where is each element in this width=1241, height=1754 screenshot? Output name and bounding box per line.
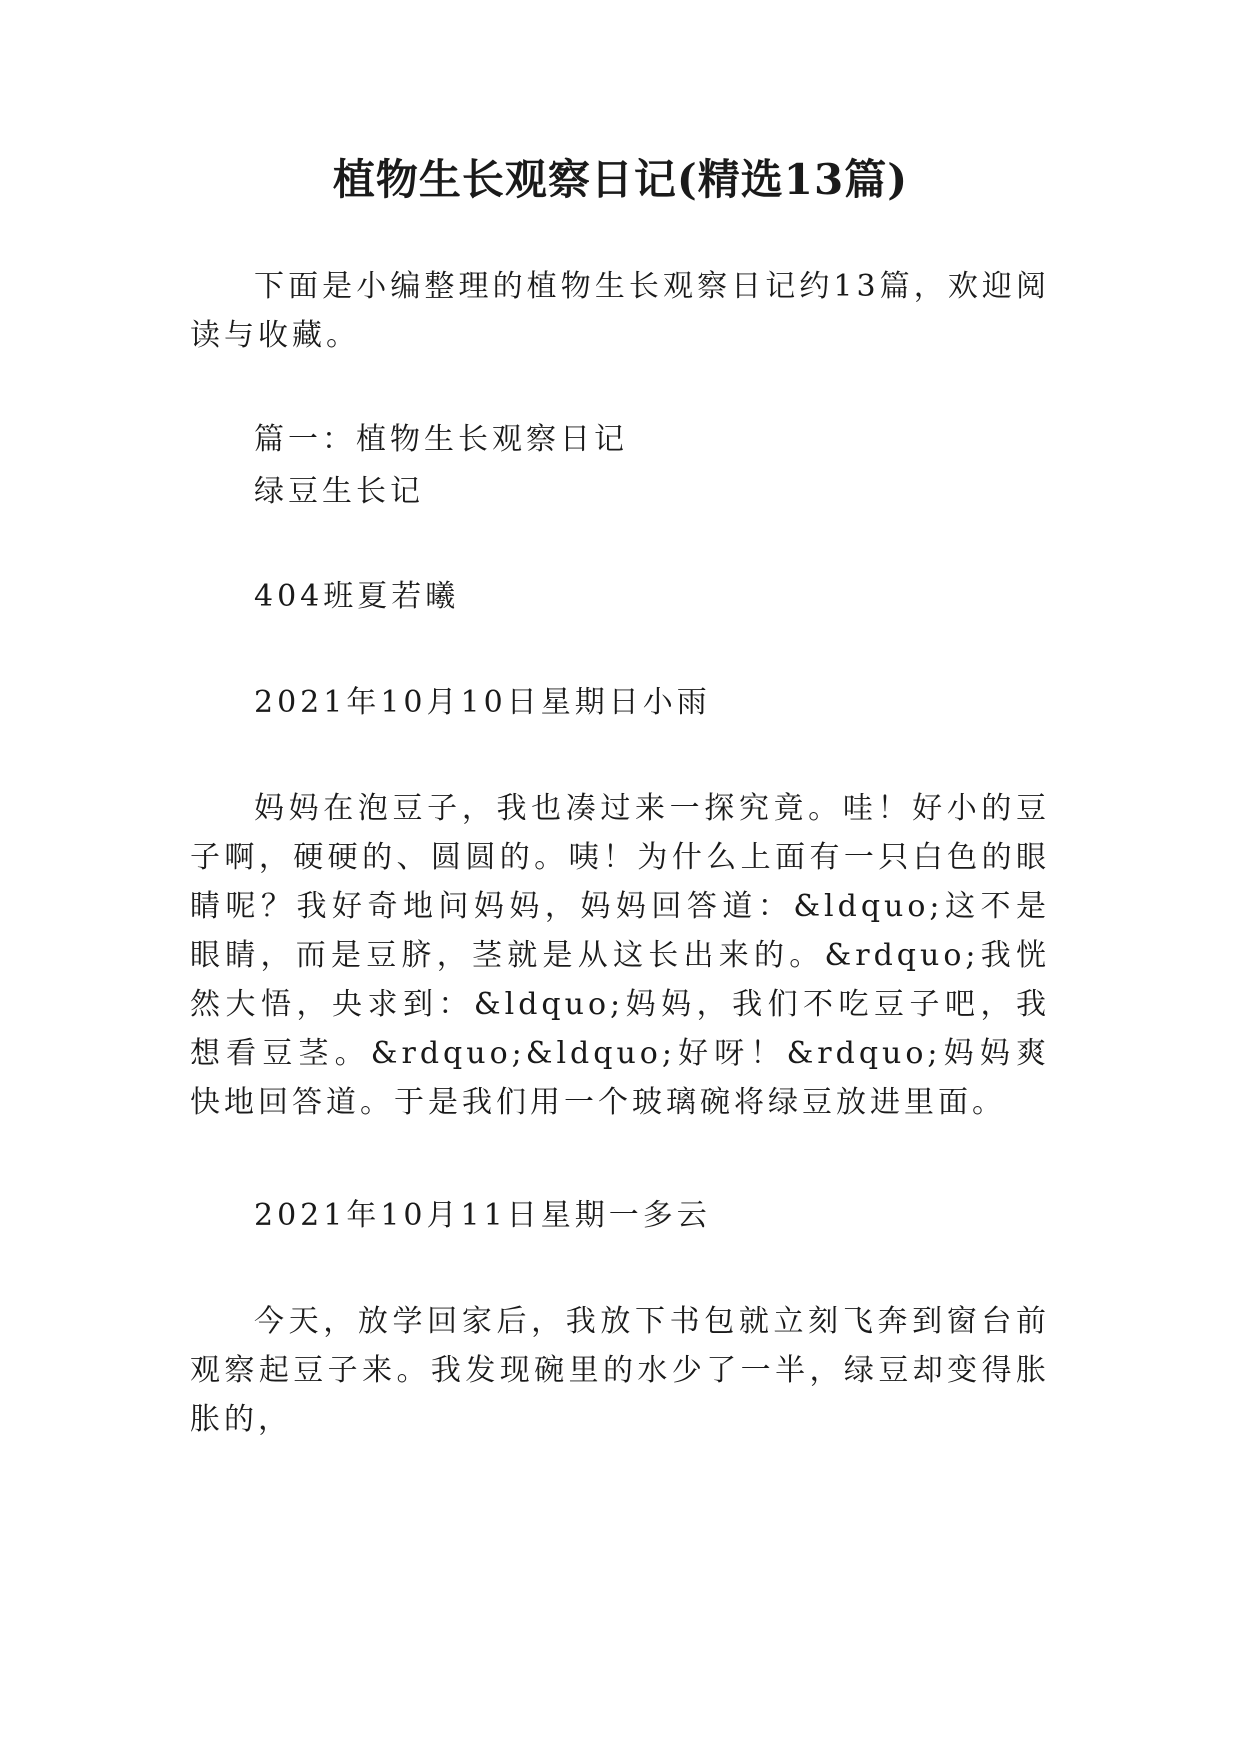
body-paragraph: 妈妈在泡豆子，我也凑过来一探究竟。哇！好小的豆子啊，硬硬的、圆圆的。咦！为什么上面有一只白色的眼睛呢？我好奇地问妈妈，妈妈回答道：&ldquo;这不是眼睛，而是豆脐，茎就是从这长出来的。&rdquo;我恍然大悟，央求到：&ldquo;妈妈，我们不吃豆子吧，我想看豆茎。&rdquo;&ldquo;好呀！&rdquo;妈妈爽快地回答道。于是我们用一个玻璃碗将绿豆放进里面。	[190, 791, 1050, 1120]
document-title: 植物生长观察日记(精选13篇)	[332, 155, 909, 204]
chapter-heading: 篇一：植物生长观察日记	[254, 422, 628, 457]
date-line: 2021年10月11日星期一多云	[254, 1198, 711, 1233]
body-paragraph: 今天，放学回家后，我放下书包就立刻飞奔到窗台前观察起豆子来。我发现碗里的水少了一半，绿豆却变得胀胀的，	[190, 1304, 1050, 1437]
author-line: 404班夏若曦	[254, 579, 460, 614]
entry-title: 绿豆生长记	[254, 474, 424, 509]
intro-paragraph: 下面是小编整理的植物生长观察日记约13篇，欢迎阅读与收藏。	[190, 269, 1050, 353]
date-line: 2021年10月10日星期日小雨	[254, 685, 711, 720]
